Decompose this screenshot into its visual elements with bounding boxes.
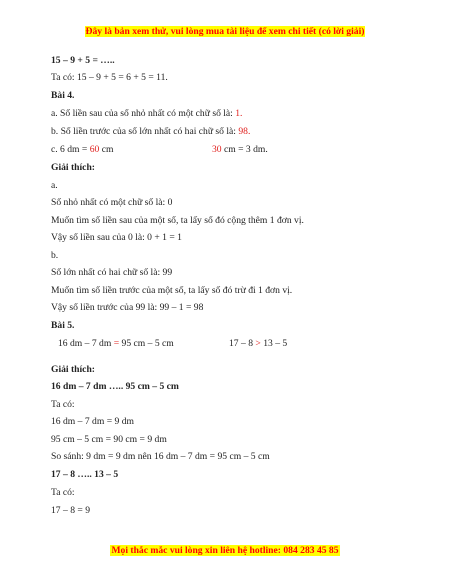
answer-line-c-right — [212, 144, 268, 156]
answer-text: cm — [99, 144, 114, 155]
explanation-heading: Giải thích: — [51, 364, 95, 375]
comparison-sign: = — [113, 338, 120, 349]
answer-text: a. Số liền sau của số nhỏ nhất có một chữ số là: — [51, 108, 236, 119]
answer-line-a — [51, 108, 242, 120]
explanation-line: 95 cm – 5 cm = 90 cm = 9 dm — [51, 434, 167, 445]
footer-banner — [0, 545, 450, 556]
explanation-line: Ta có: — [51, 399, 75, 410]
problem-line: 16 dm – 7 dm ….. 95 cm – 5 cm — [51, 381, 179, 392]
comparison-text: 16 dm – 7 dm — [58, 338, 114, 349]
answer-text: b. Số liền trước của số lớn nhất có hai chữ số là: — [51, 126, 239, 137]
explanation-line: 16 dm – 7 dm = 9 dm — [51, 416, 134, 427]
header-banner — [0, 26, 450, 37]
calculation-line: Ta có: 15 – 9 + 5 = 6 + 5 = 11. — [51, 72, 168, 83]
explanation-heading: Giải thích: — [51, 162, 95, 173]
comparison-left — [58, 338, 174, 350]
comparison-sign: > — [255, 338, 261, 349]
explanation-line: Số nhỏ nhất có một chữ số là: 0 — [51, 197, 173, 208]
explanation-line: Muốn tìm số liền sau của một số, ta lấy số đó cộng thêm 1 đơn vị. — [51, 215, 304, 226]
explanation-line: So sánh: 9 dm = 9 dm nên 16 dm – 7 dm = 95 cm – 5 cm — [51, 451, 270, 462]
explanation-line: 17 – 8 = 9 — [51, 505, 90, 516]
explanation-line: Số lớn nhất có hai chữ số là: 99 — [51, 267, 173, 278]
explanation-line: Vậy số liền trước của 99 là: 99 – 1 = 98 — [51, 302, 204, 313]
comparison-text: 17 – 8 — [229, 338, 256, 349]
footer-banner-text: Mọi thắc mắc vui lòng xin liên hệ hotline: 084 283 45 85 — [111, 545, 339, 556]
answer-line-b — [51, 126, 250, 138]
answer-value: 60 — [89, 144, 100, 155]
answer-text: c. 6 dm = — [51, 144, 90, 155]
expression-line: 15 – 9 + 5 = ….. — [51, 55, 115, 66]
comparison-text: 13 – 5 — [260, 338, 288, 349]
answer-value: 30 — [212, 144, 222, 155]
problem-line: 17 – 8 ….. 13 – 5 — [51, 469, 119, 480]
explanation-line: Vậy số liền sau của 0 là: 0 + 1 = 1 — [51, 232, 182, 243]
section-heading-bai-4: Bài 4. — [51, 90, 75, 101]
answer-value: 1. — [235, 108, 243, 119]
explanation-line: Ta có: — [51, 487, 75, 498]
explanation-line: Muốn tìm số liền trước của một số, ta lấy số đó trừ đi 1 đơn vị. — [51, 285, 293, 296]
answer-line-c-left — [51, 144, 113, 156]
comparison-right — [229, 338, 287, 350]
answer-value: 98. — [238, 126, 251, 137]
explanation-line: b. — [51, 250, 59, 261]
comparison-text: 95 cm – 5 cm — [119, 338, 174, 349]
header-banner-text: Đây là bản xem thử, vui lòng mua tài liệu để xem chi tiết (có lời giải) — [85, 26, 365, 37]
explanation-line: a. — [51, 180, 58, 191]
answer-text: cm = 3 dm. — [221, 144, 268, 155]
section-heading-bai-5: Bài 5. — [51, 320, 75, 331]
